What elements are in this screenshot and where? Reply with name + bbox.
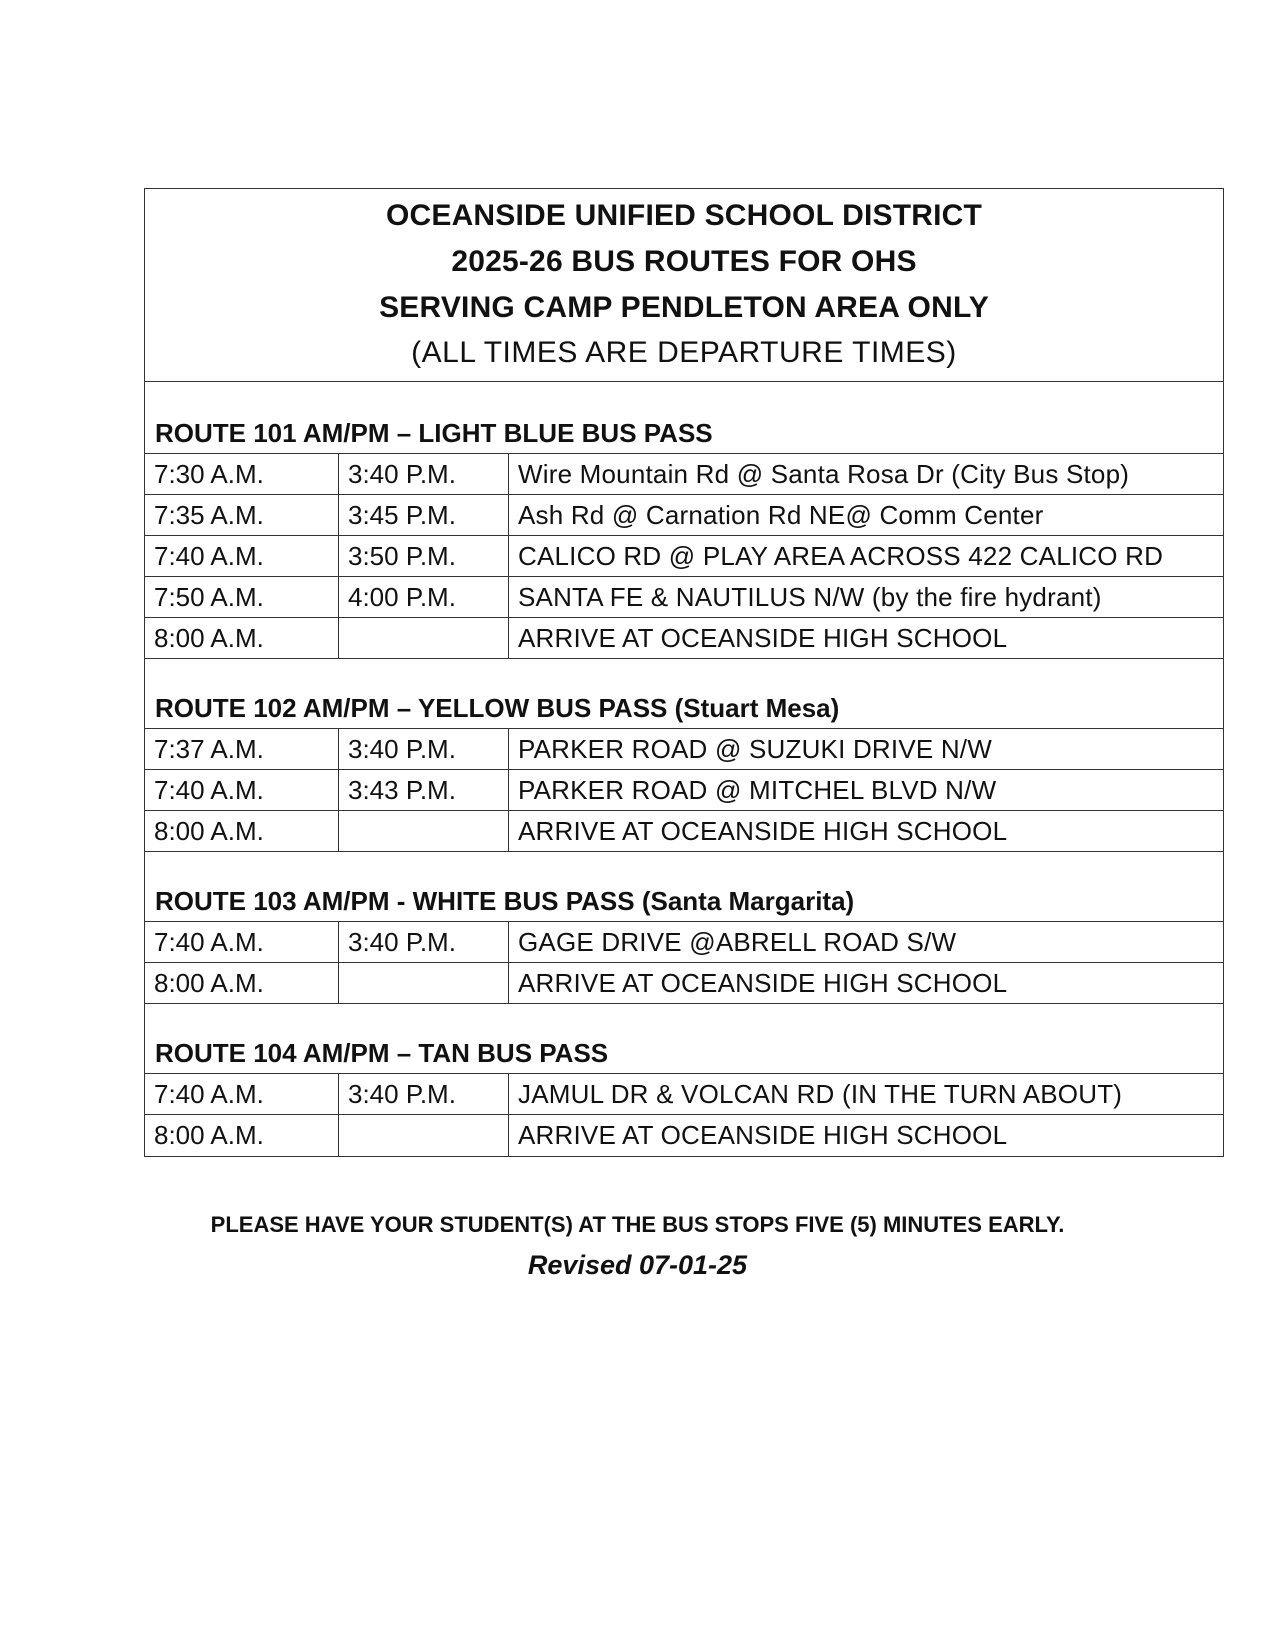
am-time: 7:37 A.M. <box>145 729 339 769</box>
table-row <box>145 922 1223 963</box>
am-time: 7:50 A.M. <box>145 577 339 617</box>
stop-location: Wire Mountain Rd @ Santa Rosa Dr (City Bus Stop) <box>518 458 1130 489</box>
table-row <box>145 770 1223 811</box>
stop-location: PARKER ROAD @ SUZUKI DRIVE N/W <box>518 733 992 764</box>
pm-time: 3:43 P.M. <box>339 770 509 810</box>
pm-time: 3:45 P.M. <box>339 495 509 535</box>
stop-location: ARRIVE AT OCEANSIDE HIGH SCHOOL <box>518 815 1008 846</box>
pm-time: 3:50 P.M. <box>339 536 509 576</box>
stop-location: JAMUL DR & VOLCAN RD (IN THE TURN ABOUT) <box>518 1078 1123 1109</box>
stop-location: ARRIVE AT OCEANSIDE HIGH SCHOOL <box>518 967 1008 998</box>
am-time: 7:40 A.M. <box>145 536 339 576</box>
table-row <box>145 811 1223 852</box>
table-header <box>145 189 1223 382</box>
route-103-title: ROUTE 103 AM/PM - WHITE BUS PASS (Santa Margarita) <box>145 852 1223 922</box>
pm-time <box>339 963 509 1003</box>
table-row <box>145 454 1223 495</box>
departure-note: (ALL TIMES ARE DEPARTURE TIMES) <box>411 336 957 369</box>
pm-time <box>339 618 509 658</box>
route-104-title: ROUTE 104 AM/PM – TAN BUS PASS <box>145 1004 1223 1074</box>
table-row <box>145 577 1223 618</box>
route-102-title: ROUTE 102 AM/PM – YELLOW BUS PASS (Stuart Mesa) <box>145 659 1223 729</box>
route-101-title: ROUTE 101 AM/PM – LIGHT BLUE BUS PASS <box>145 382 1223 454</box>
am-time: 7:40 A.M. <box>145 1074 339 1114</box>
am-time: 8:00 A.M. <box>145 1115 339 1156</box>
pm-time: 4:00 P.M. <box>339 577 509 617</box>
am-time: 7:40 A.M. <box>145 922 339 962</box>
routes-title: 2025-26 BUS ROUTES FOR OHS <box>451 245 917 278</box>
stop-location: GAGE DRIVE @ABRELL ROAD S/W <box>518 926 957 957</box>
table-row <box>145 618 1223 659</box>
am-time: 7:30 A.M. <box>145 454 339 494</box>
am-time: 8:00 A.M. <box>145 811 339 851</box>
pm-time: 3:40 P.M. <box>339 729 509 769</box>
am-time: 8:00 A.M. <box>145 963 339 1003</box>
arrival-notice: PLEASE HAVE YOUR STUDENT(S) AT THE BUS STOPS FIVE (5) MINUTES EARLY. <box>210 1212 1065 1237</box>
pm-time: 3:40 P.M. <box>339 454 509 494</box>
table-row <box>145 1115 1223 1156</box>
stop-location: ARRIVE AT OCEANSIDE HIGH SCHOOL <box>518 1120 1008 1150</box>
service-area-title: SERVING CAMP PENDLETON AREA ONLY <box>379 291 989 324</box>
am-time: 8:00 A.M. <box>145 618 339 658</box>
stop-location: SANTA FE & NAUTILUS N/W (by the fire hydrant) <box>518 581 1102 612</box>
bus-route-table <box>144 188 1224 1157</box>
district-title: OCEANSIDE UNIFIED SCHOOL DISTRICT <box>385 199 983 232</box>
table-row <box>145 536 1223 577</box>
stop-location: CALICO RD @ PLAY AREA ACROSS 422 CALICO RD <box>518 540 1164 571</box>
pm-time <box>339 1115 509 1156</box>
pm-time <box>339 811 509 851</box>
am-time: 7:40 A.M. <box>145 770 339 810</box>
pm-time: 3:40 P.M. <box>339 922 509 962</box>
table-row <box>145 495 1223 536</box>
pm-time: 3:40 P.M. <box>339 1074 509 1114</box>
stop-location: ARRIVE AT OCEANSIDE HIGH SCHOOL <box>518 622 1008 653</box>
table-row <box>145 729 1223 770</box>
stop-location: Ash Rd @ Carnation Rd NE@ Comm Center <box>518 499 1044 530</box>
table-row <box>145 1074 1223 1115</box>
stop-location: PARKER ROAD @ MITCHEL BLVD N/W <box>518 774 997 805</box>
revision-date: Revised 07-01-25 <box>527 1250 748 1280</box>
table-row <box>145 963 1223 1004</box>
am-time: 7:35 A.M. <box>145 495 339 535</box>
